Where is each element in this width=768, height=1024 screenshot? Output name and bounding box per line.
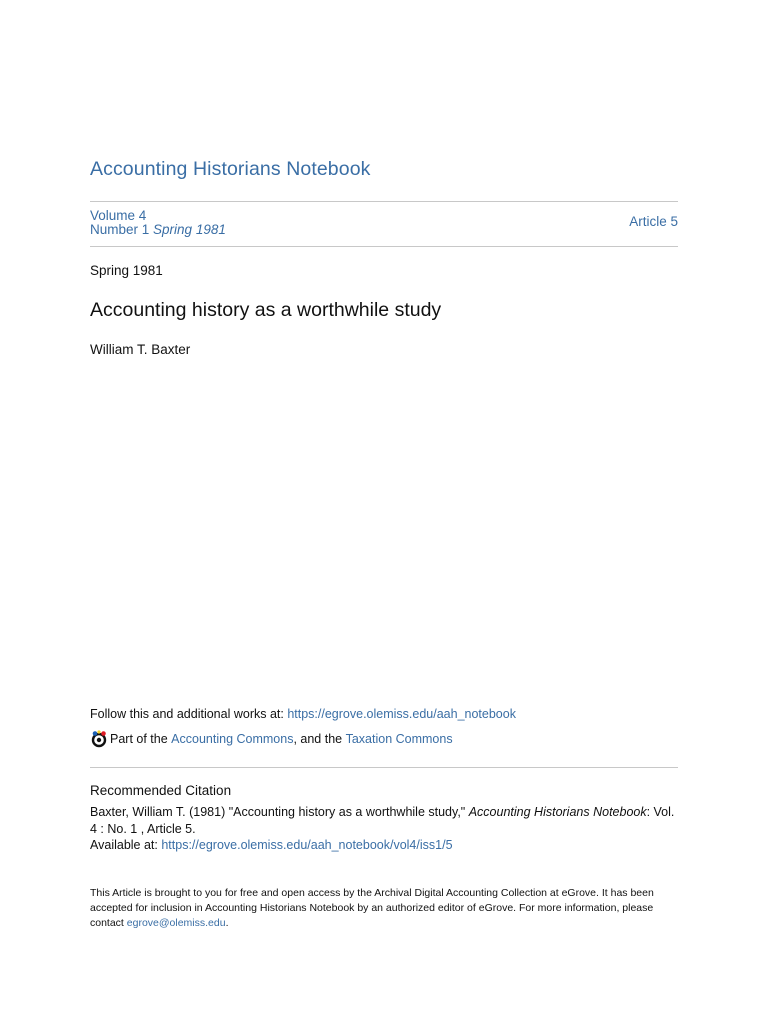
citation-journal: Accounting Historians Notebook: [468, 805, 647, 819]
footer-text: This Article is brought to you for free and open access by the Archival Digital Accounting Collection at eGrove. It has been accepted for inclusion in Accounting Historians Notebook by an authorized editor of eGrove. For more information, please contact: [90, 887, 654, 929]
publication-date: Spring 1981: [90, 263, 163, 278]
part-of-line: [90, 730, 453, 748]
follow-label: Follow this and additional works at:: [90, 707, 288, 721]
divider-citation: [90, 767, 678, 768]
footer-period: .: [225, 917, 229, 929]
article-title: Accounting history as a worthwhile study: [90, 299, 442, 321]
follow-line: [90, 707, 516, 721]
citation-before: Baxter, William T. (1981) "Accounting history as a worthwhile study,": [90, 805, 469, 819]
citation-after: : Vol. 4 : No. 1 , Article 5.: [90, 805, 675, 836]
and-the-text: , and the: [293, 732, 343, 746]
article-number-link[interactable]: Article 5: [629, 214, 678, 229]
issue-season[interactable]: Spring 1981: [153, 222, 226, 237]
available-url-link[interactable]: https://egrove.olemiss.edu/aah_notebook/vol4/iss1/5: [161, 838, 453, 852]
issue-info: [90, 209, 226, 237]
divider-top: [90, 201, 678, 202]
divider-header: [90, 246, 678, 247]
number-link[interactable]: Number 1: [90, 222, 150, 237]
available-at-line: [90, 838, 453, 852]
citation-heading: Recommended Citation: [90, 783, 232, 798]
taxation-commons-link[interactable]: Taxation Commons: [345, 732, 453, 746]
contact-email-link[interactable]: egrove@olemiss.edu: [126, 917, 226, 929]
available-label: Available at:: [90, 838, 162, 852]
volume-link[interactable]: Volume 4: [90, 208, 147, 223]
footer-note: [90, 886, 660, 931]
author-name: William T. Baxter: [90, 342, 191, 357]
accounting-commons-link[interactable]: Accounting Commons: [171, 732, 294, 746]
citation-text: [90, 804, 678, 837]
journal-title-link[interactable]: Accounting Historians Notebook: [90, 158, 371, 180]
part-of-prefix: Part of the: [110, 732, 168, 746]
commons-network-icon: [90, 730, 108, 748]
follow-url-link[interactable]: https://egrove.olemiss.edu/aah_notebook: [287, 707, 516, 721]
